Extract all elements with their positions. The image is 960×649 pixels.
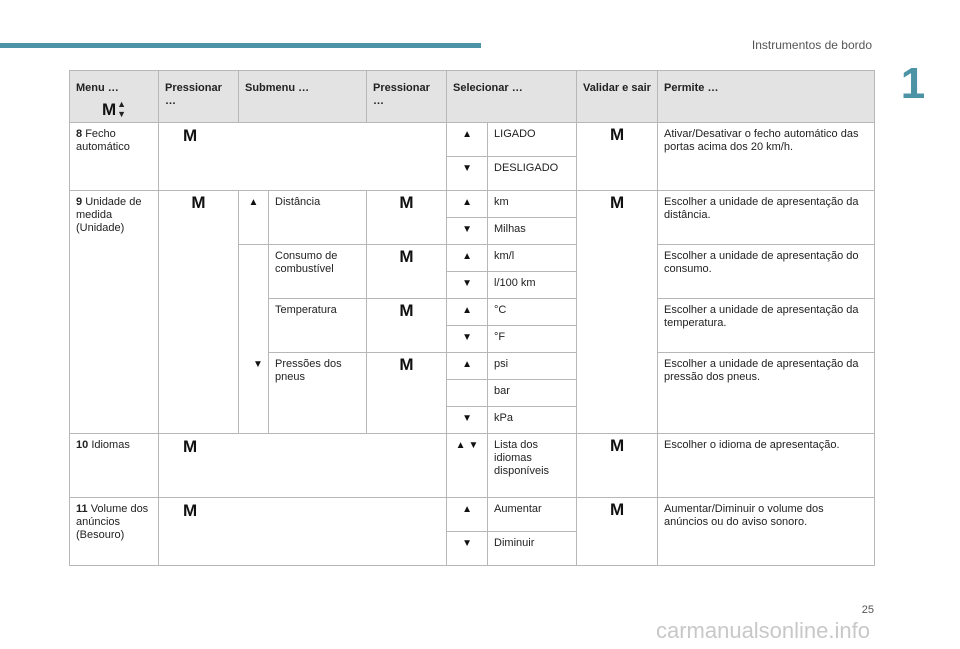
menu-nav-icon: M ▲ ▼ [101, 99, 127, 119]
permits-pressoes: Escolher a unidade de apresentação da pressão dos pneus. [658, 353, 875, 434]
option-diminuir: Diminuir [488, 532, 577, 566]
m-icon: M [367, 299, 447, 353]
option-bar: bar [488, 380, 577, 407]
option-aumentar: Aumentar [488, 498, 577, 532]
m-icon: M [577, 434, 658, 498]
permits-8: Ativar/Desativar o fecho automático das portas acima dos 20 km/h. [658, 123, 875, 191]
up-down-arrows-icon: ▲ ▼ [447, 434, 488, 498]
m-icon: M [577, 123, 658, 191]
m-icon: M [577, 498, 658, 566]
header-select: Selecionar … [447, 71, 577, 123]
header-press-2: Pressionar … [367, 71, 447, 123]
menu-cell-11: 11 Volume dos anúncios (Besouro) [70, 498, 159, 566]
up-arrow-icon: ▲ [239, 191, 269, 245]
section-title: Instrumentos de bordo [751, 38, 872, 52]
chapter-number: 1 [900, 59, 926, 108]
down-arrow-icon: ▼ [447, 272, 488, 299]
header-press-1: Pressionar … [159, 71, 239, 123]
down-arrow-icon: ▼ [447, 218, 488, 245]
header-permits: Permite … [658, 71, 875, 123]
submenu-temperatura: Temperatura [269, 299, 367, 353]
settings-table [69, 70, 875, 566]
menu-cell-9: 9 Unidade de medida (Unidade) [70, 191, 159, 434]
down-arrow-icon: ▼ [447, 532, 488, 566]
header-menu: Menu … M ▲ ▼ [70, 71, 159, 123]
option-celsius: °C [488, 299, 577, 326]
permits-temperatura: Escolher a unidade de apresentação da temperatura. [658, 299, 875, 353]
m-icon: M [159, 498, 447, 566]
m-icon: M [367, 245, 447, 299]
down-arrow-icon: ▼ [447, 157, 488, 191]
option-km: km [488, 191, 577, 218]
m-icon: M [159, 191, 239, 434]
header-submenu: Submenu … [239, 71, 367, 123]
down-arrow-icon: ▼ [447, 407, 488, 434]
down-arrow-icon: ▼ [253, 359, 263, 370]
up-arrow-icon: ▲ [447, 299, 488, 326]
blank-arrow-cell [447, 380, 488, 407]
m-icon: M [159, 434, 447, 498]
page-number: 25 [861, 604, 874, 616]
option-desligado: DESLIGADO [488, 157, 577, 191]
submenu-arrow-column [239, 245, 269, 434]
menu-cell-8: 8 Fecho automático [70, 123, 159, 191]
top-accent-bar [0, 43, 481, 48]
submenu-pressoes: ▼ Pressões dos pneus [269, 353, 367, 434]
permits-distancia: Escolher a unidade de apresentação da distância. [658, 191, 875, 245]
up-arrow-icon: ▲ [447, 191, 488, 218]
m-icon: M [577, 191, 658, 434]
option-km-l: km/l [488, 245, 577, 272]
permits-11: Aumentar/Diminuir o volume dos anúncios ou do aviso sonoro. [658, 498, 875, 566]
m-icon: M [159, 123, 447, 191]
down-arrow-icon: ▼ [447, 326, 488, 353]
option-l-100km: l/100 km [488, 272, 577, 299]
up-arrow-icon: ▲ [447, 123, 488, 157]
up-arrow-icon: ▲ [447, 353, 488, 380]
option-ligado: LIGADO [488, 123, 577, 157]
permits-consumo: Escolher a unidade de apresentação do consumo. [658, 245, 875, 299]
menu-cell-10: 10 Idiomas [70, 434, 159, 498]
permits-10: Escolher o idioma de apresentação. [658, 434, 875, 498]
option-fahrenheit: °F [488, 326, 577, 353]
submenu-distancia: Distância [269, 191, 367, 245]
header-validate: Validar e sair [577, 71, 658, 123]
submenu-consumo: Consumo de combustível [269, 245, 367, 299]
watermark: carmanualsonline.info [655, 618, 870, 643]
option-idiomas: Lista dos idiomas disponíveis [488, 434, 577, 498]
option-kpa: kPa [488, 407, 577, 434]
up-arrow-icon: ▲ [447, 498, 488, 532]
up-arrow-icon: ▲ [447, 245, 488, 272]
option-psi: psi [488, 353, 577, 380]
option-milhas: Milhas [488, 218, 577, 245]
m-icon: M [367, 191, 447, 245]
m-icon: M [367, 353, 447, 434]
